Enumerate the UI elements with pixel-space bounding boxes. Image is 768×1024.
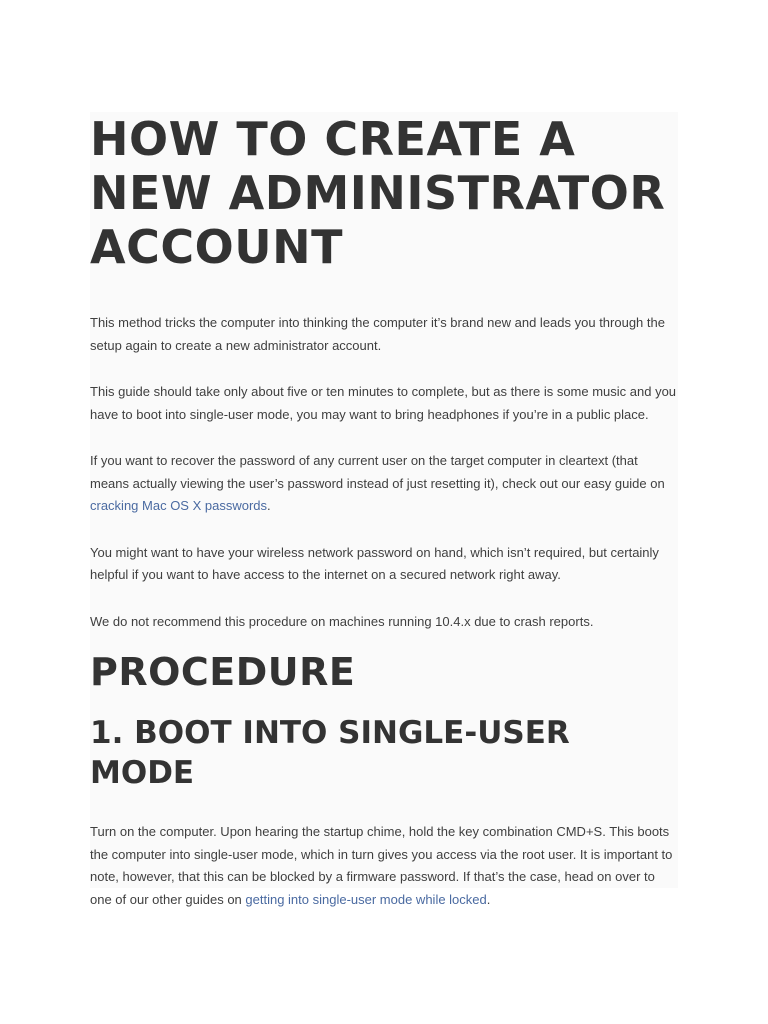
- step-1-paragraph: [90, 821, 678, 911]
- intro-paragraph-1: This method tricks the computer into thinking the computer it’s brand new and leads you through the setup again to create a new administrator account.: [90, 315, 665, 353]
- cracking-passwords-link[interactable]: cracking Mac OS X passwords: [90, 498, 268, 513]
- intro-paragraph-4: You might want to have your wireless network password on hand, which isn’t required, but certainly helpful if you want to have access to the internet on a secured network right away.: [90, 544, 659, 582]
- intro-paragraph-3-end: .: [267, 498, 271, 513]
- step-1-end: .: [486, 891, 491, 907]
- article-content: [90, 112, 678, 907]
- intro-paragraph-5: We do not recommend this procedure on machines running 10.4.x due to crash reports.: [90, 613, 594, 629]
- intro-paragraph-2: This guide should take only about five or ten minutes to complete, but as there is some music and you have to boot into single-user mode, you may want to bring headphones if you’re in a public place.: [90, 384, 677, 422]
- intro-paragraph-3: [90, 450, 678, 518]
- intro-paragraph-3-text: If you want to recover the password of any current user on the target computer in cleartext (that means actually viewing the user’s password instead of just resetting it), check out our easy guide on: [90, 453, 665, 491]
- procedure-heading: PROCEDURE: [90, 650, 356, 694]
- single-user-locked-link[interactable]: getting into single-user mode while locked: [245, 891, 487, 907]
- step-1-heading: 1. BOOT INTO SINGLE-USER MODE: [90, 715, 570, 791]
- page-title: HOW TO CREATE A NEW ADMINISTRATOR ACCOUNT: [90, 112, 666, 274]
- step-1-text: Turn on the computer. Upon hearing the startup chime, hold the key combination CMD+S. This boots the computer into single-user mode, which in turn gives you access via the root user. It is important to note, however, that this can be blocked by a firmware password. If that’s the case, head on over to one of our other guides on: [90, 824, 673, 907]
